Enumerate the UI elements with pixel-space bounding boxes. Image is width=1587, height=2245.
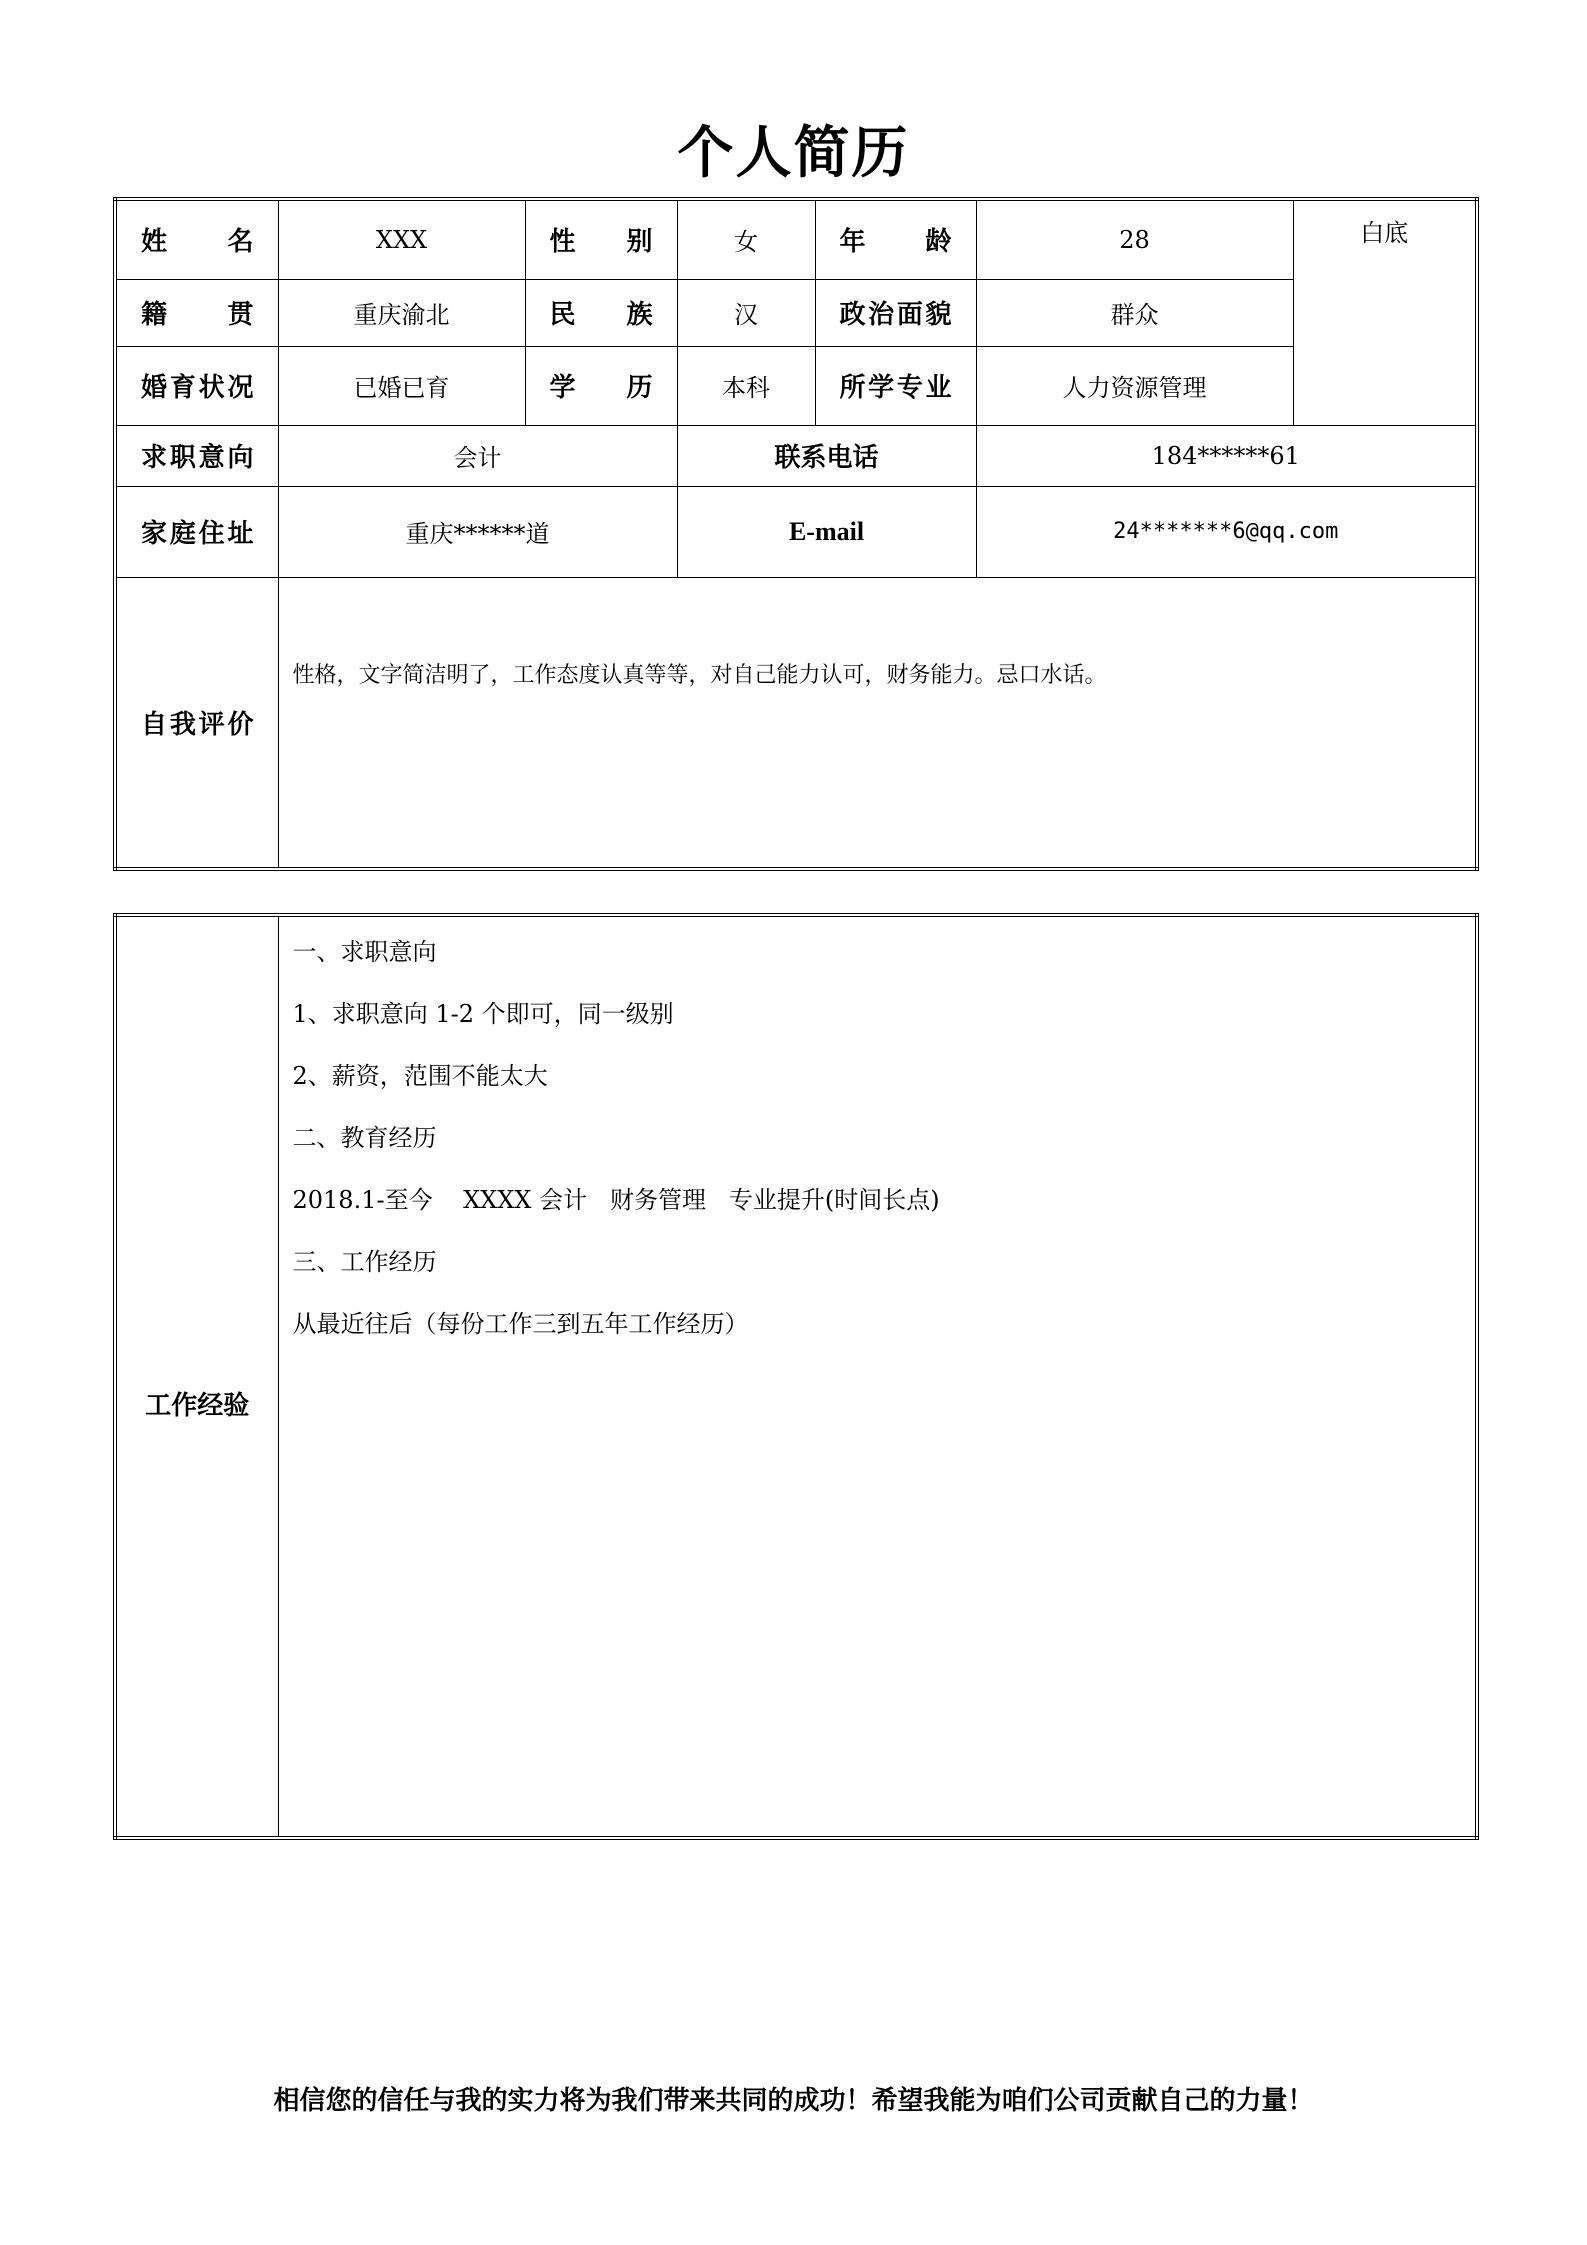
email-value: 24*******6@qq.com	[976, 486, 1477, 577]
job-intent-item-2: 2、薪资，范围不能太大	[292, 1062, 548, 1090]
section-heading-education: 二、教育经历	[292, 1124, 437, 1152]
experience-content	[278, 915, 1477, 1838]
ethnicity-value: 汉	[677, 279, 815, 346]
ethnicity-label: 民族	[525, 279, 677, 346]
political-value: 群众	[976, 279, 1293, 346]
self-eval-value: 性格，文字简洁明了，工作态度认真等等，对自己能力认可，财务能力。忌口水话。	[278, 577, 1477, 869]
basic-info-table	[113, 197, 1479, 871]
marital-value: 已婚已育	[278, 346, 525, 425]
section-heading-work: 三、工作经历	[292, 1248, 437, 1276]
footer-slogan: 相信您的信任与我的实力将为我们带来共同的成功！希望我能为咱们公司贡献自己的力量！	[273, 2086, 1314, 2116]
address-value: 重庆******道	[278, 486, 677, 577]
job-intent-value: 会计	[278, 425, 677, 486]
marital-label: 婚育状况	[115, 346, 278, 425]
native-label: 籍贯	[115, 279, 278, 346]
section-heading-job-intent: 一、求职意向	[292, 938, 437, 966]
job-intent-label: 求职意向	[115, 425, 278, 486]
age-label: 年龄	[815, 199, 976, 279]
work-item-1: 从最近往后（每份工作三到五年工作经历）	[292, 1310, 749, 1338]
education-value: 本科	[677, 346, 815, 425]
page-title: 个人简历	[677, 120, 910, 186]
phone-label: 联系电话	[677, 425, 976, 486]
gender-value: 女	[677, 199, 815, 279]
major-label: 所学专业	[815, 346, 976, 425]
education-label: 学历	[525, 346, 677, 425]
phone-value: 184******61	[976, 425, 1477, 486]
name-value: XXX	[278, 199, 525, 279]
email-label: E-mail	[677, 486, 976, 577]
education-item-1: 2018.1-至今 XXXX 会计 财务管理 专业提升(时间长点)	[292, 1186, 940, 1214]
job-intent-item-1: 1、求职意向 1-2 个即可，同一级别	[292, 1000, 674, 1028]
photo-placeholder: 白底	[1293, 199, 1477, 425]
political-label: 政治面貌	[815, 279, 976, 346]
self-eval-label: 自我评价	[115, 577, 278, 869]
gender-label: 性别	[525, 199, 677, 279]
major-value: 人力资源管理	[976, 346, 1293, 425]
experience-table	[113, 913, 1479, 1840]
native-value: 重庆渝北	[278, 279, 525, 346]
experience-label: 工作经验	[115, 915, 278, 1838]
name-label: 姓名	[115, 199, 278, 279]
address-label: 家庭住址	[115, 486, 278, 577]
age-value: 28	[976, 199, 1293, 279]
